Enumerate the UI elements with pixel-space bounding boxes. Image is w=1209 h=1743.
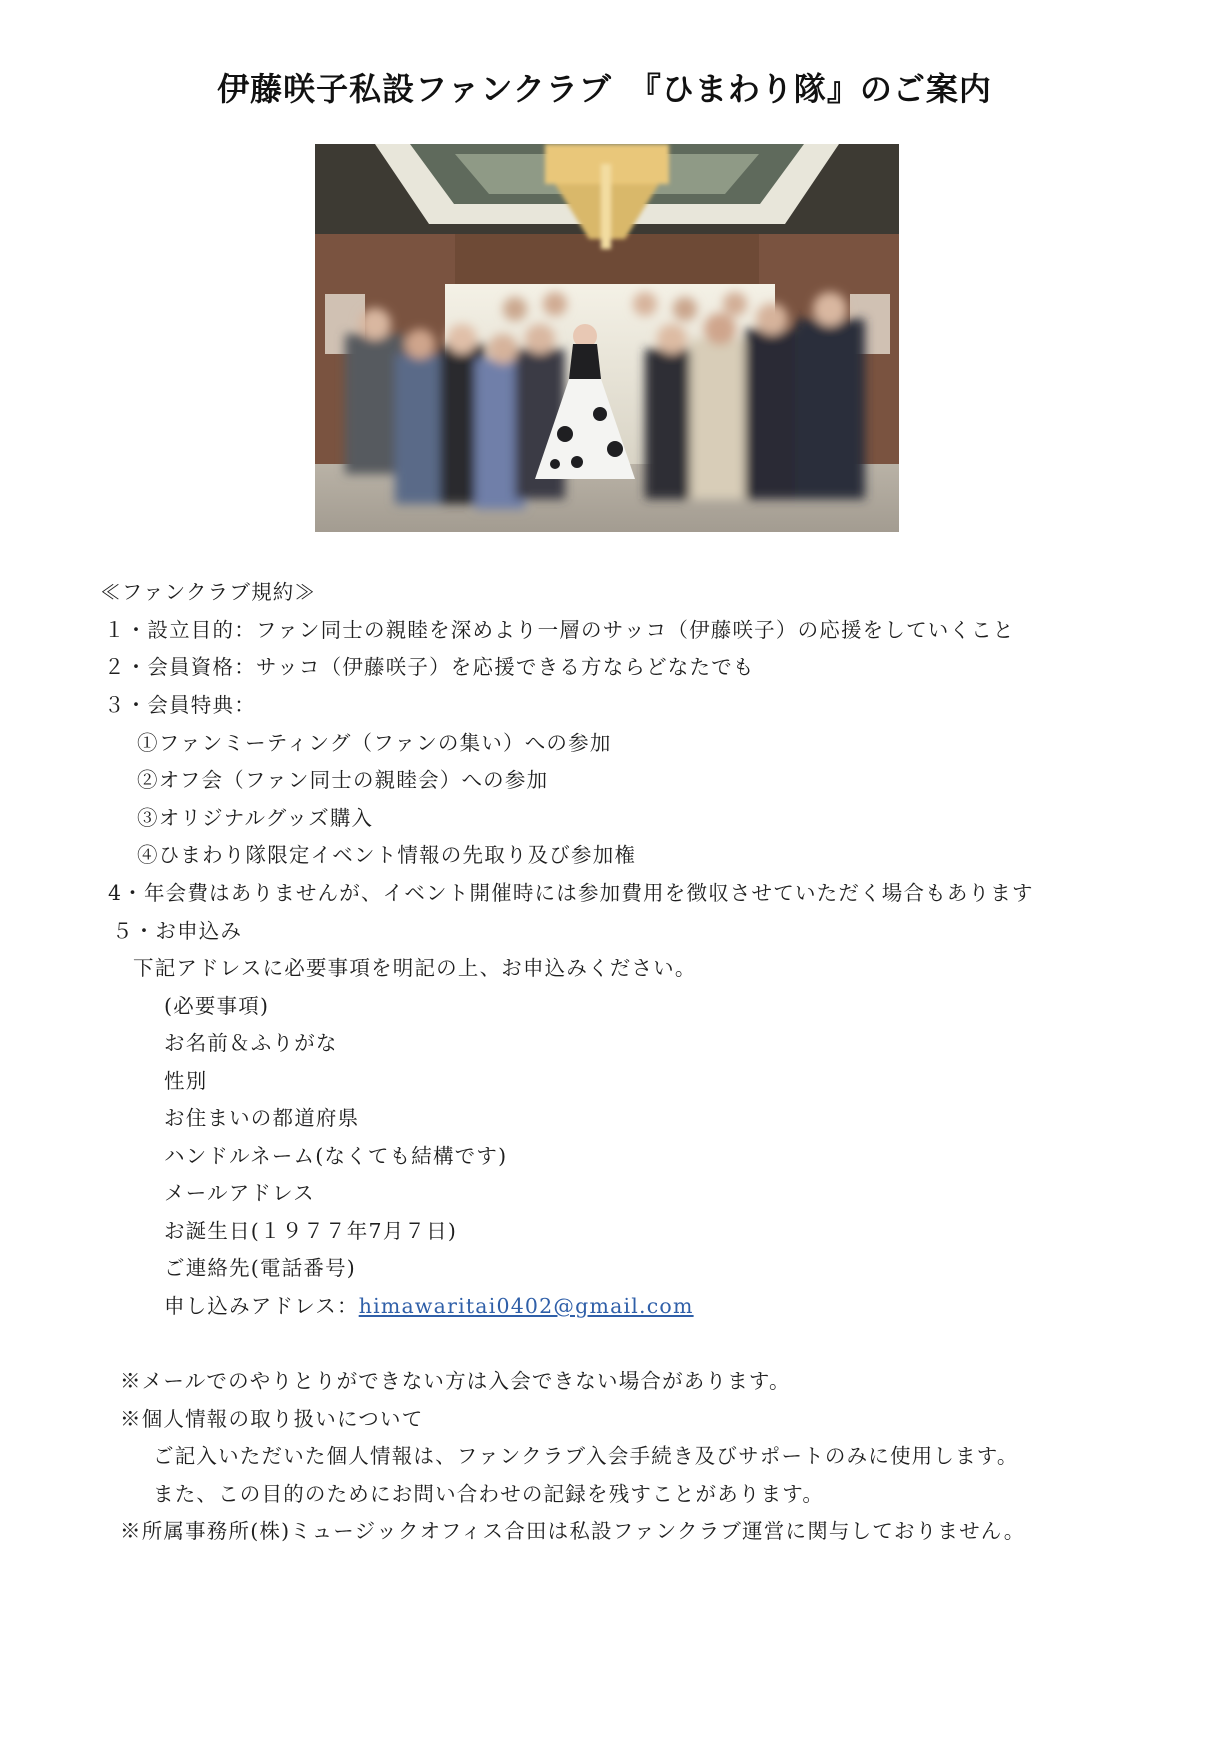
note-privacy-records: また、この目的のためにお問い合わせの記録を残すことがあります。 xyxy=(153,1482,825,1506)
required-contact: ご連絡先(電話番号) xyxy=(164,1256,356,1280)
required-name: お名前＆ふりがな xyxy=(164,1031,338,1055)
benefit-goods: ③オリジナルグッズ購入 xyxy=(137,806,374,830)
email-link[interactable]: himawaritai0402@gmail.com xyxy=(358,1294,694,1318)
required-handle: ハンドルネーム(なくても結構です) xyxy=(164,1144,508,1168)
group-photo-icon xyxy=(315,144,899,532)
rules-heading: ≪ファンクラブ規約≫ xyxy=(100,580,317,604)
group-photo xyxy=(315,144,899,532)
page-title: 伊藤咲子私設ファンクラブ 『ひまわり隊』のご案内 xyxy=(217,70,992,108)
rule-benefits-heading: ３・会員特典： xyxy=(104,693,256,717)
required-email: メールアドレス xyxy=(164,1181,315,1205)
required-birthday: お誕生日(１９７７年7月７日) xyxy=(164,1219,458,1243)
rule-eligibility: ２・会員資格：サッコ（伊藤咲子）を応援できる方ならどなたでも xyxy=(104,655,755,679)
benefit-offkai: ②オフ会（ファン同士の親睦会）への参加 xyxy=(137,768,549,792)
required-heading: (必要事項) xyxy=(164,994,270,1018)
address-label: 申し込みアドレス： xyxy=(164,1294,359,1318)
required-gender: 性別 xyxy=(164,1069,208,1093)
note-privacy-heading: ※個人情報の取り扱いについて xyxy=(120,1407,424,1431)
note-email-required: ※メールでのやりとりができない方は入会できない場合があります。 xyxy=(120,1369,791,1393)
benefit-fan-meeting: ①ファンミーティング（ファンの集い）への参加 xyxy=(137,731,612,755)
apply-intro: 下記アドレスに必要事項を明記の上、お申込みください。 xyxy=(133,956,697,980)
note-privacy-usage: ご記入いただいた個人情報は、ファンクラブ入会手続き及びサポートのみに使用します。 xyxy=(153,1444,1019,1468)
rule-purpose: １・設立目的：ファン同士の親睦を深めより一層のサッコ（伊藤咲子）の応援をしていくこと xyxy=(104,618,1015,642)
note-agency-disclaimer: ※所属事務所(株)ミュージックオフィス合田は私設ファンクラブ運営に関与しておりません。 xyxy=(120,1519,1026,1543)
required-prefecture: お住まいの都道府県 xyxy=(164,1106,360,1130)
application-address xyxy=(164,1292,694,1320)
rule-fees: 4・年会費はありませんが、イベント開催時には参加費用を徴収させていただく場合もあります xyxy=(108,881,1034,905)
benefit-event-info: ④ひまわり隊限定イベント情報の先取り及び参加権 xyxy=(137,843,637,867)
rule-application: ５・お申込み xyxy=(112,919,243,943)
